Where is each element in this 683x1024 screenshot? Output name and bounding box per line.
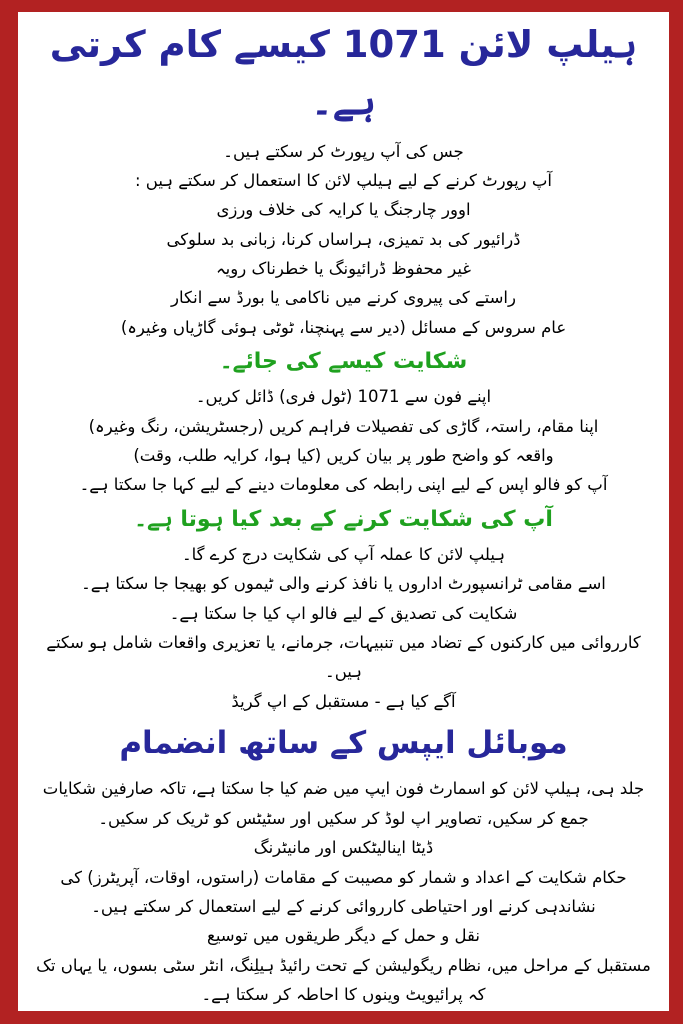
after-item: اسے مقامی ٹرانسپورٹ اداروں یا نافذ کرنے والی ٹیموں کو بھیجا جا سکتا ہے۔ (81, 574, 606, 594)
poster-page (18, 12, 669, 1011)
report-item: ڈرائیور کی بد تمیزی، ہراساں کرنا، زبانی بد سلوکی (166, 229, 521, 249)
report-item: راستے کی پیروی کرنے میں ناکامی یا بورڈ سے انکار (171, 288, 516, 308)
report-intro: جس کی آپ رپورٹ کر سکتے ہیں۔ (223, 141, 464, 161)
report-item: عام سروس کے مسائل (دیر سے پہنچنا، ٹوٹی ہوئی گاڑیاں وغیرہ) (120, 317, 567, 337)
report-item: غیر محفوظ ڈرائیونگ یا خطرناک رویہ (216, 259, 471, 279)
after-item: ہیلپ لائن کا عملہ آپ کی شکایت درج کرے گا۔ (181, 544, 506, 564)
expansion-heading: نقل و حمل کے دیگر طریقوں میں توسیع (207, 926, 480, 946)
complain-item: اپنے فون سے 1071 (ٹول فری) ڈائل کریں۔ (195, 387, 492, 407)
complain-section-heading: شکایت کیسے کی جائے۔ (219, 349, 468, 375)
analytics-heading: ڈیٹا اینالیٹکس اور مانیٹرنگ (253, 838, 434, 858)
after-section-heading: آپ کی شکایت کرنے کے بعد کیا ہوتا ہے۔ (134, 506, 553, 532)
report-item: اوور چارجنگ یا کرایہ کی خلاف ورزی (216, 200, 471, 220)
complain-item: آپ کو فالو اپس کے لیے اپنی رابطہ کی معلومات دینے کے لیے کہا جا سکتا ہے۔ (79, 475, 608, 495)
mobile-paragraph: جلد ہی، ہیلپ لائن کو اسمارٹ فون ایپ میں ضم کیا جا سکتا ہے، تاکہ صارفین شکایات جمع کر سکیں، تصاویر اپ لوڈ کر سکیں اور سٹیٹس کو ٹریک کر سکیں۔ (42, 779, 645, 828)
report-usage-line: آپ رپورٹ کرنے کے لیے ہیلپ لائن کا استعمال کر سکتے ہیں : (134, 171, 553, 191)
after-item: کارروائی میں کارکنوں کے تضاد میں تنبیہات، جرمانے، یا تعزیری واقعات شامل ہو سکتے ہیں۔ (46, 632, 641, 682)
page-title: ہیلپ لائن 1071 کیسے کام کرتی ہے۔ (49, 23, 638, 124)
page-frame (18, 12, 669, 1011)
after-item: شکایت کی تصدیق کے لیے فالو اپ کیا جا سکتا ہے۔ (169, 603, 518, 623)
analytics-paragraph: حکام شکایت کے اعداد و شمار کو مصیبت کے مقامات (راستوں، اوقات، آپریٹرز) کی نشاندہی کرنے اور احتیاطی کارروائی کرنے کے لیے استعمال کر سکتے ہیں۔ (60, 867, 627, 916)
next-steps-line: آگے کیا ہے - مستقبل کے اپ گریڈ (231, 691, 456, 711)
complain-item: واقعہ کو واضح طور پر بیان کریں (کیا ہوا، کرایہ طلب، وقت) (133, 446, 554, 466)
expansion-paragraph: مستقبل کے مراحل میں، نظام ریگولیشن کے تحت رائیڈ ہیلِنگ، انٹر سٹی بسوں، یا یہاں تک کہ پرائیویٹ وینوں کا احاطہ کر سکتا ہے۔ (36, 955, 651, 1004)
mobile-section-heading: موبائل ایپس کے ساتھ انضمام (119, 724, 568, 761)
complain-item: اپنا مقام، راستہ، گاڑی کی تفصیلات فراہم کریں (رجسٹریشن، رنگ وغیرہ) (88, 416, 599, 436)
